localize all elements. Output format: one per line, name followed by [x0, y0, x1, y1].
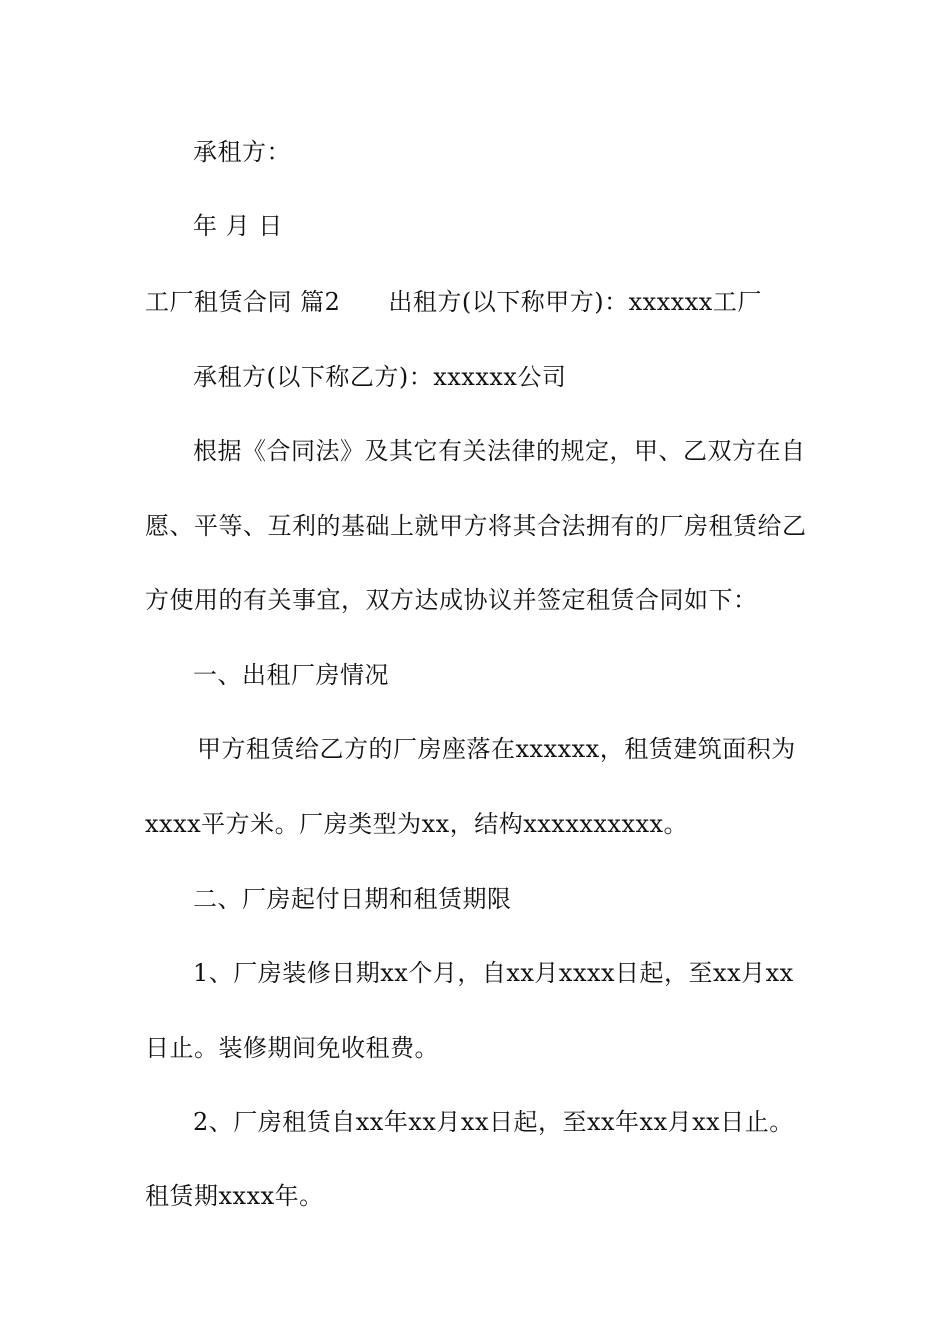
date-line: 年 月 日 [193, 212, 283, 240]
contract-heading-line [145, 287, 762, 317]
section-heading: 二、厂房起付日期和租赁期限 [193, 885, 512, 913]
lessee-signature-label: 承租方： [193, 138, 291, 166]
paragraph-line: 方使用的有关事宜，双方达成协议并签定租赁合同如下： [145, 586, 758, 614]
paragraph-line: 2、厂房租赁自xx年xx月xx日起，至xx年xx月xx日止。 [193, 1108, 794, 1136]
section-heading: 一、出租厂房情况 [193, 661, 389, 689]
lessor-line: 出租方(以下称甲方)：xxxxxx工厂 [388, 288, 762, 316]
paragraph-line: 甲方租赁给乙方的厂房座落在xxxxxx，租赁建筑面积为 [197, 735, 796, 763]
paragraph-line: 租赁期xxxx年。 [145, 1182, 324, 1210]
paragraph-line: xxxx平方米。厂房类型为xx，结构xxxxxxxxxx。 [145, 810, 689, 838]
paragraph-line: 日止。装修期间免收租费。 [145, 1034, 439, 1062]
paragraph-line: 愿、平等、互利的基础上就甲方将其合法拥有的厂房租赁给乙 [145, 512, 807, 540]
paragraph-line: 1、厂房装修日期xx个月，自xx月xxxx日起，至xx月xx [193, 959, 794, 987]
paragraph-line: 根据《合同法》及其它有关法律的规定，甲、乙双方在自 [193, 437, 806, 465]
lessee-line: 承租方(以下称乙方)：xxxxxx公司 [193, 363, 567, 391]
contract-title: 工厂租赁合同 篇2 [145, 288, 341, 316]
